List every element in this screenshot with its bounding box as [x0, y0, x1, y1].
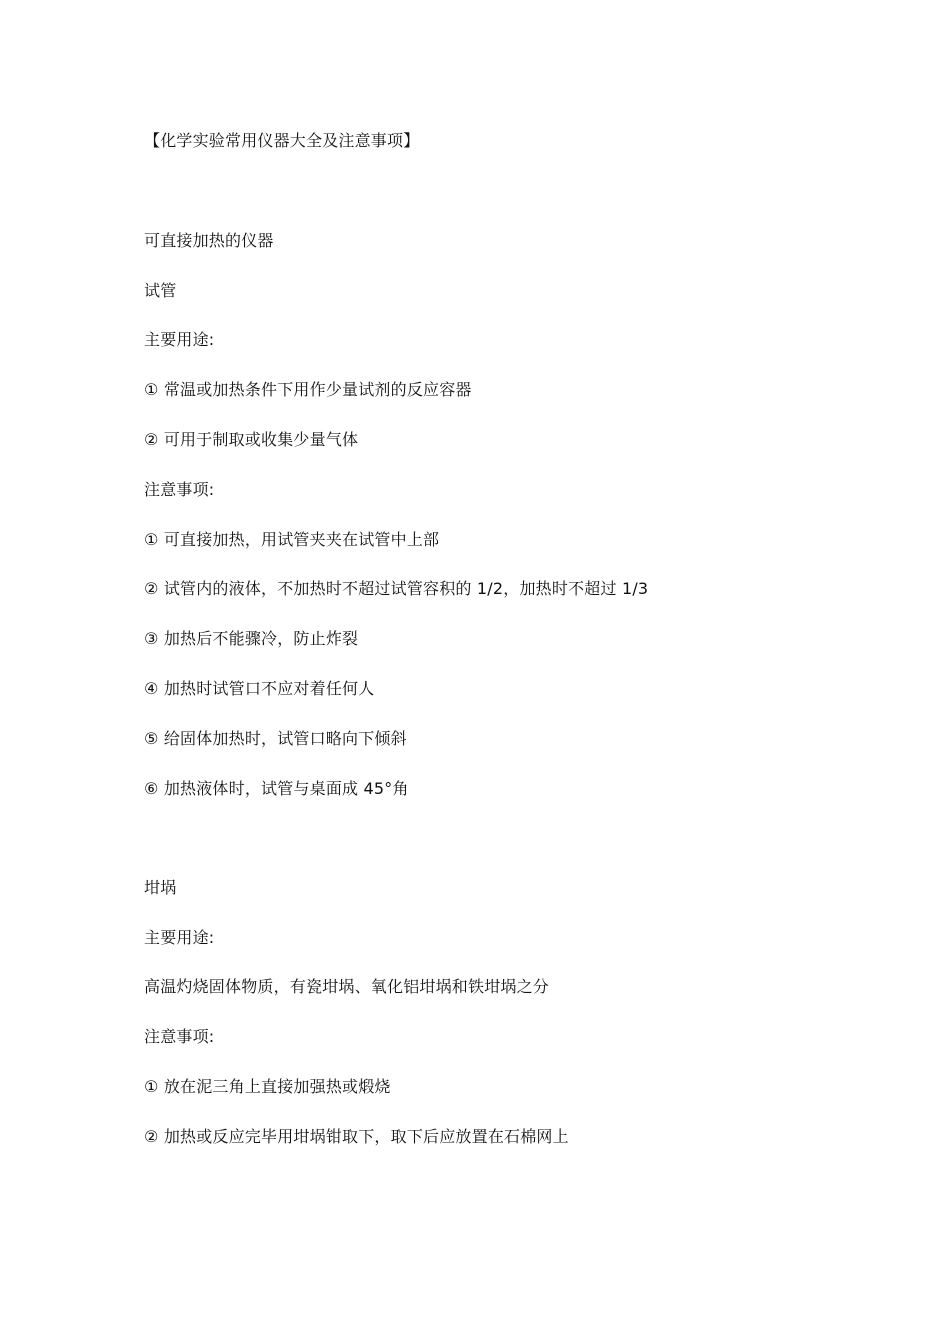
- notes-label: 注意事项:: [144, 480, 215, 499]
- document-title: 【化学实验常用仪器大全及注意事项】: [144, 131, 420, 150]
- note-item: ① 放在泥三角上直接加强热或煅烧: [144, 1077, 391, 1096]
- note-item: ③ 加热后不能骤冷，防止炸裂: [144, 629, 359, 648]
- uses-label: 主要用途:: [144, 928, 215, 947]
- note-item: ⑤ 给固体加热时，试管口略向下倾斜: [144, 729, 407, 748]
- notes-label: 注意事项:: [144, 1027, 215, 1046]
- uses-label: 主要用途:: [144, 330, 215, 349]
- instrument-name-test-tube: 试管: [144, 281, 177, 300]
- note-item: ② 试管内的液体，不加热时不超过试管容积的 1/2，加热时不超过 1/3: [144, 579, 649, 598]
- note-item: ① 可直接加热，用试管夹夹在试管中上部: [144, 530, 440, 549]
- note-item: ④ 加热时试管口不应对着任何人: [144, 679, 375, 698]
- note-item: ② 加热或反应完毕用坩埚钳取下，取下后应放置在石棉网上: [144, 1127, 569, 1146]
- note-item: ⑥ 加热液体时，试管与桌面成 45°角: [144, 779, 409, 798]
- section-heading: 可直接加热的仪器: [144, 231, 274, 250]
- use-item: 高温灼烧固体物质，有瓷坩埚、氧化铝坩埚和铁坩埚之分: [144, 977, 550, 996]
- use-item: ② 可用于制取或收集少量气体: [144, 430, 359, 449]
- instrument-name-crucible: 坩埚: [144, 878, 177, 897]
- use-item: ① 常温或加热条件下用作少量试剂的反应容器: [144, 380, 472, 399]
